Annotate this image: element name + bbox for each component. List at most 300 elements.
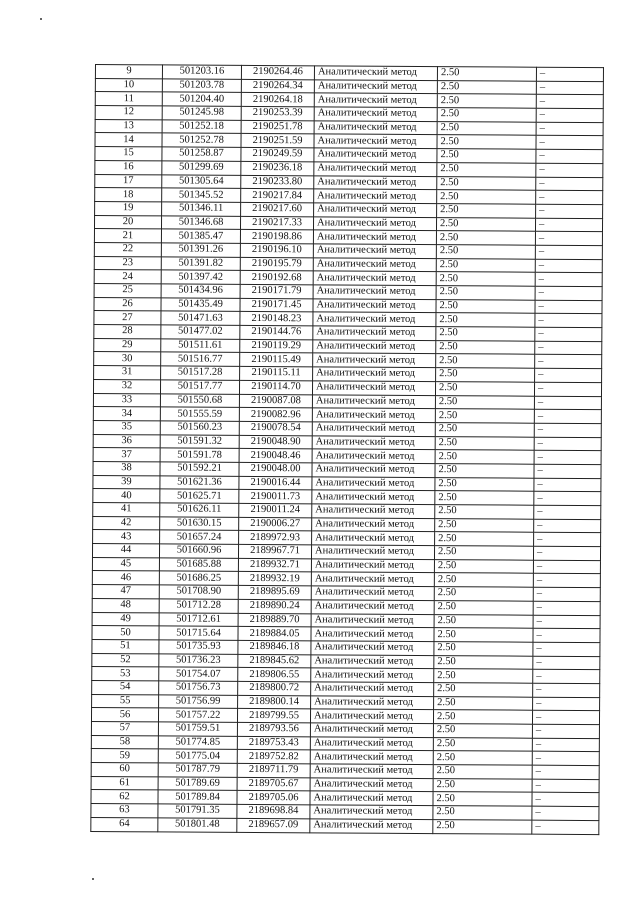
- point-number-cell: 31: [94, 366, 161, 380]
- y-coordinate-cell: 2189890.24: [238, 599, 311, 613]
- y-coordinate-cell: 2189698.84: [237, 805, 310, 819]
- point-number-cell: 22: [94, 242, 161, 256]
- accuracy-cell: 2.50: [437, 162, 536, 176]
- x-coordinate-cell: 501516.77: [161, 352, 240, 366]
- accuracy-cell: 2.50: [436, 327, 535, 341]
- x-coordinate-cell: 501517.77: [160, 380, 239, 394]
- note-cell: –: [535, 245, 602, 259]
- y-coordinate-cell: 2190114.70: [239, 380, 312, 394]
- method-cell: Аналитический метод: [312, 531, 435, 545]
- note-cell: –: [535, 218, 602, 232]
- accuracy-cell: 2.50: [435, 395, 534, 409]
- point-number-cell: 27: [94, 311, 161, 325]
- note-cell: –: [534, 423, 601, 437]
- x-coordinate-cell: 501592.21: [160, 462, 239, 476]
- method-cell: Аналитический метод: [314, 66, 437, 80]
- method-cell: Аналитический метод: [313, 367, 436, 381]
- point-number-cell: 40: [93, 489, 160, 503]
- y-coordinate-cell: 2189657.09: [237, 818, 310, 832]
- x-coordinate-cell: 501789.84: [158, 790, 237, 804]
- note-cell: –: [535, 368, 602, 382]
- x-coordinate-cell: 501735.93: [159, 640, 238, 654]
- point-number-cell: 54: [92, 680, 159, 694]
- x-coordinate-cell: 501391.82: [161, 257, 240, 271]
- note-cell: –: [532, 752, 599, 766]
- x-coordinate-cell: 501759.51: [158, 722, 237, 736]
- scan-speck: [92, 878, 94, 880]
- x-coordinate-cell: 501774.85: [158, 736, 237, 750]
- y-coordinate-cell: 2189895.69: [238, 586, 311, 600]
- method-cell: Аналитический метод: [311, 654, 434, 668]
- x-coordinate-cell: 501756.99: [159, 695, 238, 709]
- method-cell: Аналитический метод: [312, 422, 435, 436]
- y-coordinate-cell: 2189889.70: [238, 613, 311, 627]
- x-coordinate-cell: 501660.96: [159, 544, 238, 558]
- accuracy-cell: 2.50: [433, 792, 532, 806]
- note-cell: –: [533, 574, 600, 588]
- y-coordinate-cell: 2189972.93: [239, 531, 312, 545]
- note-cell: –: [533, 601, 600, 615]
- x-coordinate-cell: 501712.28: [159, 599, 238, 613]
- method-cell: Аналитический метод: [311, 559, 434, 573]
- point-number-cell: 50: [92, 626, 159, 640]
- y-coordinate-cell: 2189967.71: [238, 544, 311, 558]
- accuracy-cell: 2.50: [437, 94, 536, 108]
- method-cell: Аналитический метод: [314, 93, 437, 107]
- point-number-cell: 48: [92, 598, 159, 612]
- point-number-cell: 43: [93, 530, 160, 544]
- method-cell: Аналитический метод: [311, 586, 434, 600]
- y-coordinate-cell: 2190078.54: [239, 421, 312, 435]
- y-coordinate-cell: 2190264.46: [241, 65, 314, 79]
- method-cell: Аналитический метод: [311, 627, 434, 641]
- method-cell: Аналитический метод: [311, 545, 434, 559]
- method-cell: Аналитический метод: [311, 682, 434, 696]
- method-cell: Аналитический метод: [310, 764, 433, 778]
- method-cell: Аналитический метод: [311, 572, 434, 586]
- note-cell: –: [533, 587, 600, 601]
- point-number-cell: 45: [92, 557, 159, 571]
- method-cell: Аналитический метод: [313, 271, 436, 285]
- y-coordinate-cell: 2190171.45: [240, 298, 313, 312]
- y-coordinate-cell: 2190016.44: [239, 476, 312, 490]
- y-coordinate-cell: 2189806.55: [238, 668, 311, 682]
- y-coordinate-cell: 2190251.78: [241, 120, 314, 134]
- point-number-cell: 30: [94, 352, 161, 366]
- accuracy-cell: 2.50: [433, 751, 532, 765]
- point-number-cell: 46: [92, 571, 159, 585]
- point-number-cell: 49: [92, 612, 159, 626]
- point-number-cell: 29: [94, 338, 161, 352]
- method-cell: Аналитический метод: [312, 435, 435, 449]
- x-coordinate-cell: 501435.49: [161, 298, 240, 312]
- point-number-cell: 19: [95, 201, 162, 215]
- note-cell: –: [534, 519, 601, 533]
- accuracy-cell: 2.50: [437, 149, 536, 163]
- note-cell: –: [535, 231, 602, 245]
- note-cell: –: [534, 505, 601, 519]
- note-cell: –: [534, 382, 601, 396]
- x-coordinate-cell: 501657.24: [160, 530, 239, 544]
- accuracy-cell: 2.50: [436, 368, 535, 382]
- accuracy-cell: 2.50: [437, 135, 536, 149]
- accuracy-cell: 2.50: [437, 108, 536, 122]
- note-cell: –: [534, 450, 601, 464]
- x-coordinate-cell: 501345.52: [162, 188, 241, 202]
- note-cell: –: [536, 177, 603, 191]
- x-coordinate-cell: 501511.61: [161, 339, 240, 353]
- y-coordinate-cell: 2189932.19: [238, 572, 311, 586]
- x-coordinate-cell: 501471.63: [161, 311, 240, 325]
- accuracy-cell: 2.50: [437, 121, 536, 135]
- point-number-cell: 52: [92, 653, 159, 667]
- coordinates-table-body: [91, 65, 604, 835]
- x-coordinate-cell: 501801.48: [158, 818, 237, 832]
- y-coordinate-cell: 2189800.72: [238, 681, 311, 695]
- point-number-cell: 24: [94, 270, 161, 284]
- accuracy-cell: 2.50: [433, 765, 532, 779]
- coordinates-table: [90, 64, 604, 835]
- method-cell: Аналитический метод: [310, 778, 433, 792]
- point-number-cell: 26: [94, 297, 161, 311]
- y-coordinate-cell: 2189932.71: [238, 558, 311, 572]
- accuracy-cell: 2.50: [435, 409, 534, 423]
- y-coordinate-cell: 2190048.46: [239, 449, 312, 463]
- y-coordinate-cell: 2189793.56: [237, 722, 310, 736]
- note-cell: –: [535, 355, 602, 369]
- x-coordinate-cell: 501591.32: [160, 434, 239, 448]
- accuracy-cell: 2.50: [435, 464, 534, 478]
- x-coordinate-cell: 501621.36: [160, 476, 239, 490]
- x-coordinate-cell: 501203.78: [162, 79, 241, 93]
- point-number-cell: 39: [93, 475, 160, 489]
- accuracy-cell: 2.50: [436, 340, 535, 354]
- method-cell: Аналитический метод: [312, 490, 435, 504]
- x-coordinate-cell: 501258.87: [162, 147, 241, 161]
- y-coordinate-cell: 2190011.73: [239, 490, 312, 504]
- x-coordinate-cell: 501385.47: [161, 229, 240, 243]
- accuracy-cell: 2.50: [435, 381, 534, 395]
- accuracy-cell: 2.50: [434, 628, 533, 642]
- accuracy-cell: 2.50: [433, 737, 532, 751]
- y-coordinate-cell: 2190082.96: [239, 408, 312, 422]
- y-coordinate-cell: 2190119.29: [240, 339, 313, 353]
- x-coordinate-cell: 501252.18: [162, 120, 241, 134]
- accuracy-cell: 2.50: [435, 422, 534, 436]
- method-cell: Аналитический метод: [313, 230, 436, 244]
- y-coordinate-cell: 2190115.11: [240, 367, 313, 381]
- accuracy-cell: 2.50: [435, 477, 534, 491]
- note-cell: –: [536, 149, 603, 163]
- point-number-cell: 62: [91, 790, 158, 804]
- x-coordinate-cell: 501791.35: [158, 804, 237, 818]
- y-coordinate-cell: 2190217.33: [240, 216, 313, 230]
- accuracy-cell: 2.50: [433, 778, 532, 792]
- point-number-cell: 11: [95, 92, 162, 106]
- accuracy-cell: 2.50: [434, 600, 533, 614]
- accuracy-cell: 2.50: [434, 587, 533, 601]
- point-number-cell: 56: [91, 708, 158, 722]
- method-cell: Аналитический метод: [314, 162, 437, 176]
- method-cell: Аналитический метод: [312, 476, 435, 490]
- point-number-cell: 16: [95, 160, 162, 174]
- accuracy-cell: 2.50: [434, 669, 533, 683]
- point-number-cell: 58: [91, 735, 158, 749]
- accuracy-cell: 2.50: [434, 655, 533, 669]
- note-cell: –: [533, 669, 600, 683]
- accuracy-cell: 2.50: [435, 532, 534, 546]
- accuracy-cell: 2.50: [436, 217, 535, 231]
- point-number-cell: 10: [95, 78, 162, 92]
- y-coordinate-cell: 2189845.62: [238, 654, 311, 668]
- y-coordinate-cell: 2189846.18: [238, 640, 311, 654]
- note-cell: –: [533, 546, 600, 560]
- y-coordinate-cell: 2190253.39: [241, 106, 314, 120]
- x-coordinate-cell: 501787.79: [158, 763, 237, 777]
- y-coordinate-cell: 2189800.14: [238, 695, 311, 709]
- point-number-cell: 63: [91, 804, 158, 818]
- note-cell: –: [535, 327, 602, 341]
- note-cell: –: [532, 724, 599, 738]
- x-coordinate-cell: 501204.40: [162, 92, 241, 106]
- note-cell: –: [536, 204, 603, 218]
- accuracy-cell: 2.50: [435, 491, 534, 505]
- accuracy-cell: 2.50: [433, 806, 532, 820]
- point-number-cell: 12: [95, 106, 162, 120]
- x-coordinate-cell: 501630.15: [160, 517, 239, 531]
- point-number-cell: 51: [92, 639, 159, 653]
- y-coordinate-cell: 2189884.05: [238, 627, 311, 641]
- method-cell: Аналитический метод: [313, 340, 436, 354]
- method-cell: Аналитический метод: [313, 216, 436, 230]
- accuracy-cell: 2.50: [436, 299, 535, 313]
- x-coordinate-cell: 501708.90: [159, 585, 238, 599]
- point-number-cell: 32: [93, 379, 160, 393]
- note-cell: –: [536, 81, 603, 95]
- method-cell: Аналитический метод: [312, 408, 435, 422]
- accuracy-cell: 2.50: [437, 203, 536, 217]
- note-cell: –: [536, 190, 603, 204]
- accuracy-cell: 2.50: [436, 354, 535, 368]
- y-coordinate-cell: 2190196.10: [240, 243, 313, 257]
- point-number-cell: 38: [93, 461, 160, 475]
- x-coordinate-cell: 501757.22: [158, 708, 237, 722]
- y-coordinate-cell: 2190217.84: [241, 189, 314, 203]
- y-coordinate-cell: 2190048.00: [239, 462, 312, 476]
- y-coordinate-cell: 2189705.67: [237, 777, 310, 791]
- y-coordinate-cell: 2190195.79: [240, 257, 313, 271]
- point-number-cell: 28: [94, 325, 161, 339]
- method-cell: Аналитический метод: [312, 463, 435, 477]
- note-cell: –: [534, 437, 601, 451]
- accuracy-cell: 2.50: [434, 614, 533, 628]
- point-number-cell: 47: [92, 585, 159, 599]
- method-cell: Аналитический метод: [312, 518, 435, 532]
- y-coordinate-cell: 2190115.49: [240, 353, 313, 367]
- note-cell: –: [533, 628, 600, 642]
- x-coordinate-cell: 501203.16: [162, 65, 241, 79]
- point-number-cell: 21: [94, 229, 161, 243]
- note-cell: –: [534, 464, 601, 478]
- method-cell: Аналитический метод: [313, 244, 436, 258]
- method-cell: Аналитический метод: [311, 600, 434, 614]
- x-coordinate-cell: 501626.11: [160, 503, 239, 517]
- method-cell: Аналитический метод: [313, 312, 436, 326]
- y-coordinate-cell: 2190171.79: [240, 284, 313, 298]
- point-number-cell: 61: [91, 776, 158, 790]
- x-coordinate-cell: 501775.04: [158, 749, 237, 763]
- method-cell: Аналитический метод: [311, 695, 434, 709]
- point-number-cell: 59: [91, 749, 158, 763]
- note-cell: –: [536, 108, 603, 122]
- method-cell: Аналитический метод: [311, 641, 434, 655]
- point-number-cell: 44: [92, 544, 159, 558]
- x-coordinate-cell: 501555.59: [160, 407, 239, 421]
- x-coordinate-cell: 501560.23: [160, 421, 239, 435]
- accuracy-cell: 2.50: [434, 573, 533, 587]
- note-cell: –: [532, 710, 599, 724]
- point-number-cell: 23: [94, 256, 161, 270]
- x-coordinate-cell: 501712.61: [159, 612, 238, 626]
- x-coordinate-cell: 501686.25: [159, 571, 238, 585]
- method-cell: Аналитический метод: [312, 394, 435, 408]
- point-number-cell: 34: [93, 407, 160, 421]
- x-coordinate-cell: 501299.69: [162, 161, 241, 175]
- x-coordinate-cell: 501252.78: [162, 133, 241, 147]
- method-cell: Аналитический метод: [310, 723, 433, 737]
- method-cell: Аналитический метод: [312, 504, 435, 518]
- method-cell: Аналитический метод: [313, 285, 436, 299]
- point-number-cell: 36: [93, 434, 160, 448]
- method-cell: Аналитический метод: [313, 299, 436, 313]
- x-coordinate-cell: 501477.02: [161, 325, 240, 339]
- method-cell: Аналитический метод: [311, 668, 434, 682]
- accuracy-cell: 2.50: [433, 710, 532, 724]
- note-cell: –: [535, 259, 602, 273]
- method-cell: Аналитический метод: [313, 326, 436, 340]
- accuracy-cell: 2.50: [434, 696, 533, 710]
- accuracy-cell: 2.50: [434, 683, 533, 697]
- method-cell: Аналитический метод: [313, 353, 436, 367]
- note-cell: –: [533, 560, 600, 574]
- note-cell: –: [532, 738, 599, 752]
- y-coordinate-cell: 2190006.27: [239, 517, 312, 531]
- note-cell: –: [536, 163, 603, 177]
- note-cell: –: [534, 478, 601, 492]
- note-cell: –: [532, 820, 599, 834]
- accuracy-cell: 2.50: [436, 286, 535, 300]
- x-coordinate-cell: 501625.71: [160, 489, 239, 503]
- method-cell: Аналитический метод: [314, 80, 437, 94]
- y-coordinate-cell: 2190236.18: [241, 161, 314, 175]
- y-coordinate-cell: 2190148.23: [240, 312, 313, 326]
- method-cell: Аналитический метод: [314, 107, 437, 121]
- point-number-cell: 60: [91, 763, 158, 777]
- method-cell: Аналитический метод: [310, 791, 433, 805]
- note-cell: –: [534, 492, 601, 506]
- x-coordinate-cell: 501346.11: [162, 202, 241, 216]
- note-cell: –: [532, 779, 599, 793]
- scan-speck: [40, 18, 42, 20]
- accuracy-cell: 2.50: [436, 258, 535, 272]
- x-coordinate-cell: 501756.73: [159, 681, 238, 695]
- accuracy-cell: 2.50: [433, 724, 532, 738]
- note-cell: –: [536, 136, 603, 150]
- y-coordinate-cell: 2190217.60: [241, 202, 314, 216]
- y-coordinate-cell: 2190192.68: [240, 271, 313, 285]
- x-coordinate-cell: 501517.28: [161, 366, 240, 380]
- accuracy-cell: 2.50: [435, 505, 534, 519]
- y-coordinate-cell: 2189753.43: [237, 736, 310, 750]
- accuracy-cell: 2.50: [437, 176, 536, 190]
- point-number-cell: 57: [91, 721, 158, 735]
- accuracy-cell: 2.50: [434, 559, 533, 573]
- accuracy-cell: 2.50: [434, 546, 533, 560]
- point-number-cell: 41: [93, 502, 160, 516]
- y-coordinate-cell: 2189799.55: [237, 709, 310, 723]
- note-cell: –: [534, 533, 601, 547]
- y-coordinate-cell: 2190249.59: [241, 148, 314, 162]
- y-coordinate-cell: 2190264.34: [241, 79, 314, 93]
- note-cell: –: [533, 683, 600, 697]
- accuracy-cell: 2.50: [437, 80, 536, 94]
- x-coordinate-cell: 501391.26: [161, 243, 240, 257]
- accuracy-cell: 2.50: [435, 436, 534, 450]
- y-coordinate-cell: 2189705.06: [237, 791, 310, 805]
- method-cell: Аналитический метод: [314, 189, 437, 203]
- point-number-cell: 15: [95, 147, 162, 161]
- note-cell: –: [535, 273, 602, 287]
- y-coordinate-cell: 2190048.90: [239, 435, 312, 449]
- point-number-cell: 42: [93, 516, 160, 530]
- note-cell: –: [533, 615, 600, 629]
- point-number-cell: 18: [95, 188, 162, 202]
- x-coordinate-cell: 501715.64: [159, 626, 238, 640]
- point-number-cell: 55: [92, 694, 159, 708]
- method-cell: Аналитический метод: [311, 613, 434, 627]
- y-coordinate-cell: 2190087.08: [239, 394, 312, 408]
- accuracy-cell: 2.50: [436, 245, 535, 259]
- y-coordinate-cell: 2190144.76: [240, 325, 313, 339]
- note-cell: –: [536, 95, 603, 109]
- method-cell: Аналитический метод: [310, 750, 433, 764]
- point-number-cell: 33: [93, 393, 160, 407]
- x-coordinate-cell: 501305.64: [162, 174, 241, 188]
- accuracy-cell: 2.50: [436, 313, 535, 327]
- x-coordinate-cell: 501397.42: [161, 270, 240, 284]
- accuracy-cell: 2.50: [437, 190, 536, 204]
- x-coordinate-cell: 501685.88: [159, 558, 238, 572]
- note-cell: –: [533, 642, 600, 656]
- accuracy-cell: 2.50: [436, 272, 535, 286]
- note-cell: –: [532, 765, 599, 779]
- y-coordinate-cell: 2190264.18: [241, 93, 314, 107]
- point-number-cell: 17: [95, 174, 162, 188]
- point-number-cell: 14: [95, 133, 162, 147]
- method-cell: Аналитический метод: [312, 381, 435, 395]
- x-coordinate-cell: 501245.98: [162, 106, 241, 120]
- method-cell: Аналитический метод: [310, 709, 433, 723]
- note-cell: –: [533, 697, 600, 711]
- x-coordinate-cell: 501591.78: [160, 448, 239, 462]
- method-cell: Аналитический метод: [312, 449, 435, 463]
- x-coordinate-cell: 501736.23: [159, 653, 238, 667]
- x-coordinate-cell: 501550.68: [160, 393, 239, 407]
- x-coordinate-cell: 501754.07: [159, 667, 238, 681]
- note-cell: –: [534, 396, 601, 410]
- y-coordinate-cell: 2190011.24: [239, 503, 312, 517]
- method-cell: Аналитический метод: [314, 121, 437, 135]
